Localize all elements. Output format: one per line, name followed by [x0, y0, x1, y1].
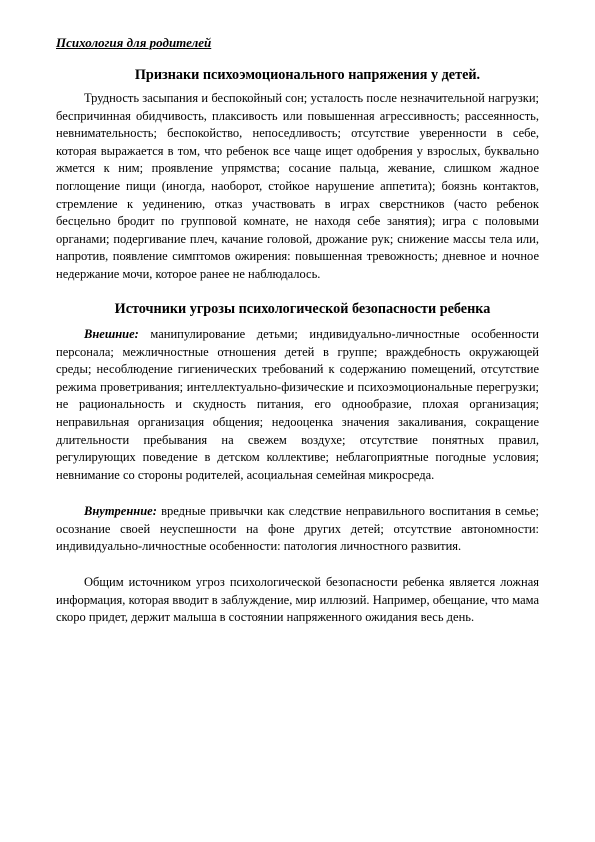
external-threats-text: манипулирование детьми; индивидуально-личностные особенности персонала; межличностные отношения детей в группе; враждебность окружающей среды; несоблюдение гигиенических требований к содержанию помещений, отсутствие режима проветривания; интеллектуально-физические и психоэмоциональные перегрузки; не рациональность и скудность питания, его однообразие, плохая организация; неправильная организация общения; недооценка значения закаливания, сокращение длительности пребывания на свежем воздухе; отсутствие понятных правил, регулирующих поведение в детском коллективе; неблагоприятные погодные условия; невнимание со стороны родителей, асоциальная семейная микросреда. [56, 327, 539, 482]
section-title-threat-sources: Источники угрозы психологической безопасности ребенка [114, 301, 491, 317]
section-title-stress-signs: Признаки психоэмоционального напряжения у детей. [134, 67, 481, 83]
running-header: Психология для родителей [56, 35, 212, 50]
conclusion-paragraph: Общим источником угроз психологической безопасности ребенка является ложная информация, которая вводит в заблуждение, мир иллюзий. Например, обещание, что мама скоро придет, держит малыша в состоянии напряженного ожидания весь день. [56, 575, 539, 625]
stress-signs-paragraph: Трудность засыпания и беспокойный сон; усталость после незначительной нагрузки; беспричинная обидчивость, плаксивость или повышенная агрессивность; рассеянность, невнимательность; беспокойство, непоседливость; отсутствие уверенности в себе, которая выражается в том, что ребенок все чаще ищет одобрения у взрослых, буквально жмется к ним; проявление упрямства; сосание пальца, жевание, слишком жадное поглощение пищи (иногда, наоборот, стойкое нарушение аппетита); боязнь контактов, стремление к уединению, отказ участвовать в играх сверстников (часто ребенок бесцельно бродит по групповой комнате, не находя себе занятия); игра с половыми органами; подергивание плеч, качание головой, дрожание рук; снижение массы тела или, напротив, появление симптомов ожирения: повышенная тревожность; дневное и ночное недержание мочи, которое ранее не наблюдалось. [56, 91, 539, 281]
external-threats-paragraph [56, 326, 539, 484]
internal-threats-label: Внутренние: [84, 504, 157, 518]
internal-threats-paragraph [56, 503, 539, 556]
external-threats-label: Внешние: [84, 327, 139, 341]
internal-threats-text: вредные привычки как следствие неправильного воспитания в семье; осознание своей неуспешности на фоне других детей; отсутствие автономности: индивидуально-личностные особенности: патология личностного развития. [56, 504, 539, 554]
